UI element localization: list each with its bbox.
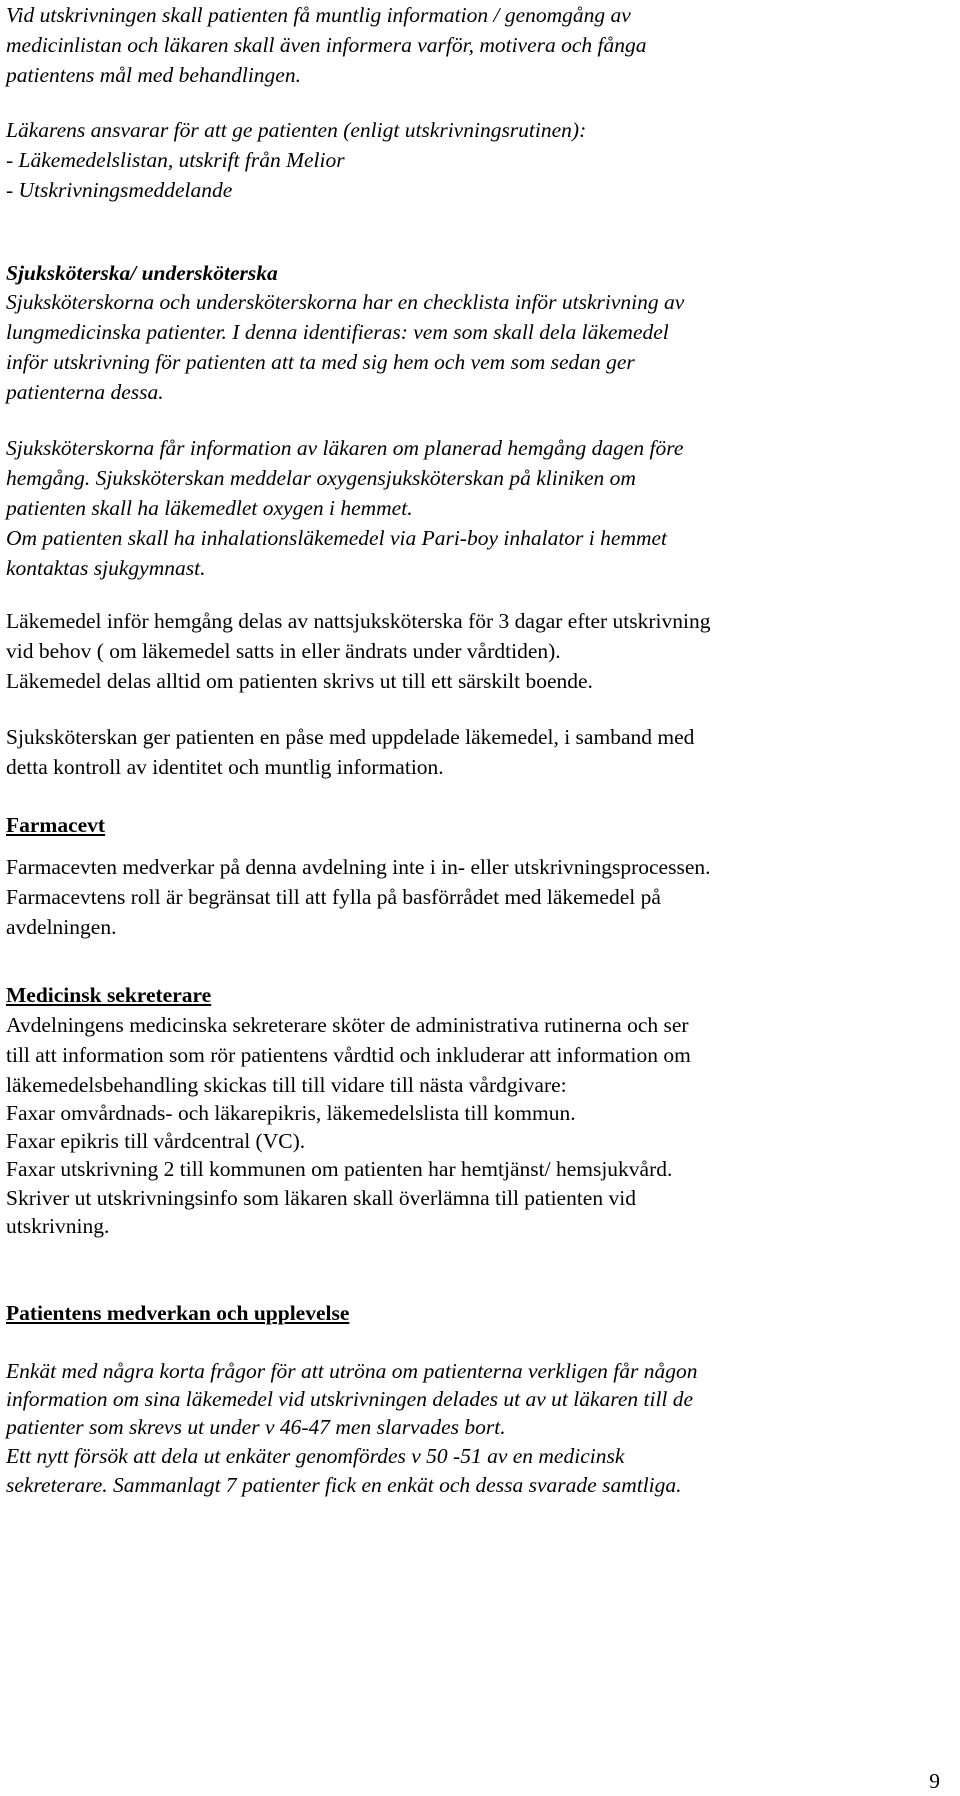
nurse-paragraph-line: patienterna dessa. xyxy=(6,380,164,404)
patient-line: patienter som skrevs ut under v 46-47 men slarvades bort. xyxy=(6,1415,506,1439)
pharmacist-section-heading: Farmacevt xyxy=(6,813,106,837)
doctor-responsibility-line: Läkarens ansvarar för att ge patienten (enligt utskrivningsrutinen): xyxy=(6,118,587,142)
secretary-line: till att information som rör patientens vårdtid och inkluderar att information om xyxy=(6,1043,691,1067)
nurse-paragraph-line: detta kontroll av identitet och muntlig information. xyxy=(6,755,444,779)
secretary-line: Avdelningens medicinska sekreterare sköter de administrativa rutinerna och ser xyxy=(6,1013,689,1037)
nurse-paragraph-line: Sjuksköterskorna och undersköterskorna har en checklista inför utskrivning av xyxy=(6,290,685,314)
patient-line: information om sina läkemedel vid utskrivningen delades ut av ut läkaren till de xyxy=(6,1387,694,1411)
nurse-paragraph-line: patienten skall ha läkemedlet oxygen i hemmet. xyxy=(6,496,413,520)
page-number: 9 xyxy=(929,1769,940,1793)
secretary-line: Faxar omvårdnads- och läkarepikris, läkemedelslista till kommun. xyxy=(6,1101,576,1125)
secretary-line: läkemedelsbehandling skickas till till vidare till nästa vårdgivare: xyxy=(6,1073,567,1097)
nurse-paragraph-line: kontaktas sjukgymnast. xyxy=(6,556,206,580)
nurse-paragraph-line: inför utskrivning för patienten att ta med sig hem och vem som sedan ger xyxy=(6,350,635,374)
patient-line: sekreterare. Sammanlagt 7 patienter fick en enkät och dessa svarade samtliga. xyxy=(6,1473,682,1497)
secretary-section-heading: Medicinsk sekreterare xyxy=(6,983,212,1007)
nurse-section-heading: Sjuksköterska/ undersköterska xyxy=(6,261,278,285)
nurse-paragraph-line: Läkemedel delas alltid om patienten skrivs ut till ett särskilt boende. xyxy=(6,669,593,693)
doctor-responsibility-line: - Läkemedelslistan, utskrift från Melior xyxy=(6,148,345,172)
secretary-line: Faxar epikris till vårdcentral (VC). xyxy=(6,1129,306,1153)
patient-line: Enkät med några korta frågor för att utröna om patienterna verkligen får någon xyxy=(6,1359,698,1383)
nurse-paragraph-line: Läkemedel inför hemgång delas av nattsjuksköterska för 3 dagar efter utskrivning xyxy=(6,609,711,633)
secretary-line: Faxar utskrivning 2 till kommunen om patienten har hemtjänst/ hemsjukvård. xyxy=(6,1157,673,1181)
secretary-line: Skriver ut utskrivningsinfo som läkaren skall överlämna till patienten vid xyxy=(6,1186,636,1210)
intro-line: patientens mål med behandlingen. xyxy=(6,63,301,87)
pharmacist-line: Farmacevten medverkar på denna avdelning inte i in- eller utskrivningsprocessen. xyxy=(6,855,711,879)
nurse-paragraph-line: lungmedicinska patienter. I denna identifieras: vem som skall dela läkemedel xyxy=(6,320,669,344)
patient-line: Ett nytt försök att dela ut enkäter genomfördes v 50 -51 av en medicinsk xyxy=(6,1444,625,1468)
doctor-responsibility-line: - Utskrivningsmeddelande xyxy=(6,178,233,202)
intro-line: Vid utskrivningen skall patienten få muntlig information / genomgång av xyxy=(6,3,631,27)
pharmacist-line: Farmacevtens roll är begränsat till att fylla på basförrådet med läkemedel på xyxy=(6,885,661,909)
intro-line: medicinlistan och läkaren skall även informera varför, motivera och fånga xyxy=(6,33,647,57)
nurse-paragraph-line: Sjuksköterskorna får information av läkaren om planerad hemgång dagen före xyxy=(6,436,684,460)
nurse-paragraph-line: hemgång. Sjuksköterskan meddelar oxygensjuksköterskan på kliniken om xyxy=(6,466,636,490)
nurse-paragraph-line: Om patienten skall ha inhalationsläkemedel via Pari-boy inhalator i hemmet xyxy=(6,526,668,550)
pharmacist-line: avdelningen. xyxy=(6,915,117,939)
patient-section-heading: Patientens medverkan och upplevelse xyxy=(6,1301,350,1325)
nurse-paragraph-line: vid behov ( om läkemedel satts in eller ändrats under vårdtiden). xyxy=(6,639,561,663)
secretary-line: utskrivning. xyxy=(6,1214,110,1238)
nurse-paragraph-line: Sjuksköterskan ger patienten en påse med uppdelade läkemedel, i samband med xyxy=(6,725,695,749)
